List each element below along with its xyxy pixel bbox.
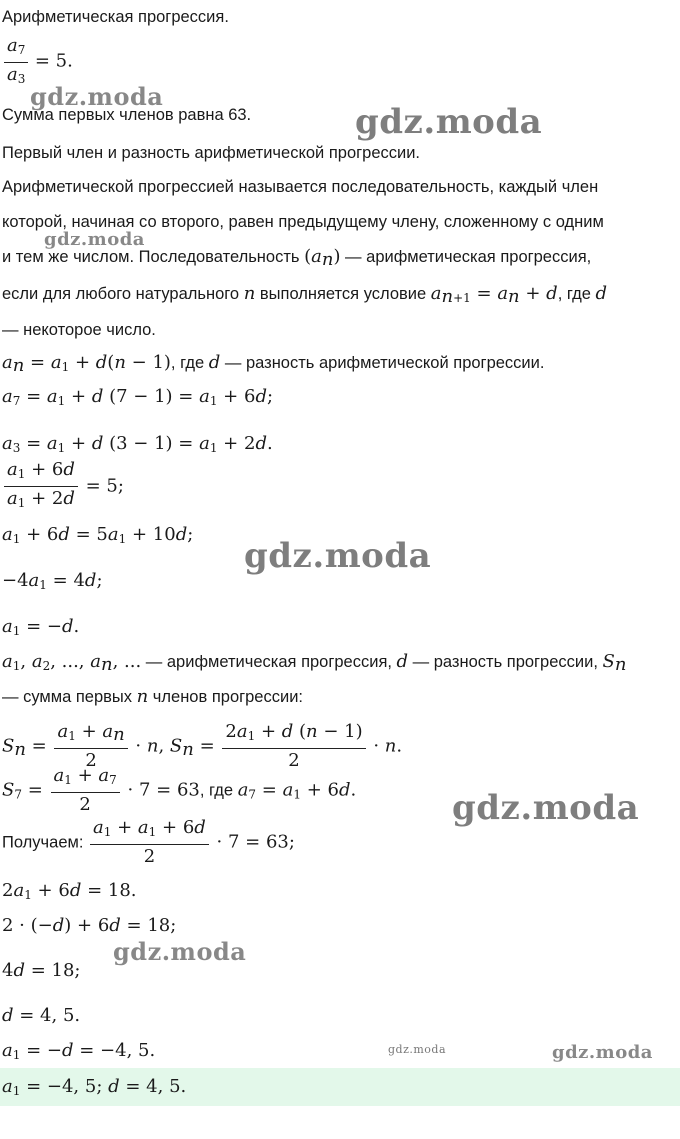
- watermark: gdz.moda: [452, 788, 640, 828]
- watermark: gdz.moda: [30, 82, 164, 111]
- ratio-substituted: $\frac{a_1 + 6d}{a_1 + 2d}$ = 5;: [2, 460, 680, 513]
- equation-step-6: 4d = 18;: [2, 960, 81, 981]
- watermark: gdz.moda: [244, 536, 432, 576]
- watermark: gdz.moda: [355, 102, 543, 142]
- ratio-result: = 5.: [34, 50, 73, 72]
- watermark: gdz.moda: [113, 937, 247, 966]
- s7-formula: $S_7$ = $\frac{a_1 + a_7}{2}$ · 7 = 63, где $a_7 = a_1 + 6d$.: [2, 765, 357, 815]
- a7-expression: $a_7 = a_1 + d$ $(7 - 1) = a_1 + 6d$;: [2, 386, 274, 408]
- answer-line: $a_1 = -4$, 5; d = 4, 5.: [2, 1076, 187, 1098]
- ratio-equation: $\frac{a_7}{a_3}$ = 5.: [2, 36, 680, 89]
- equation-step-3: $a_1 = -d$.: [2, 616, 80, 638]
- equation-step-2: $-4a_1 = 4d$;: [2, 570, 103, 592]
- watermark: gdz.moda: [44, 229, 145, 250]
- find-text: Первый член и разность арифметической прогрессии.: [2, 144, 421, 162]
- equation-step-8: $a_1 = -d = -4$, 5.: [2, 1040, 156, 1062]
- definition-line-5: — некоторое число.: [2, 321, 156, 339]
- obtain-equation: Получаем: $\frac{a_1 + a_1 + 6d}{2}$ · 7 = 63;: [2, 817, 295, 867]
- watermark: gdz.moda: [388, 1043, 447, 1056]
- a3-expression: $a_3 = a_1 + d$ $(3 - 1) = a_1 + 2d$.: [2, 433, 273, 455]
- equation-step-4: $2a_1 + 6d = 18$.: [2, 880, 137, 902]
- sum-formulas: $S_n$ = $\frac{a_1 + a_n}{2}$ · n, $S_n$ = $\frac{2a_1 + d (n - 1)}{2}$ · n.: [2, 721, 403, 771]
- given-title: Арифметическая прогрессия.: [2, 8, 229, 26]
- definition-line-4: если для любого натурального n выполняется условие $a_{n+1} = a_n + d$, где d: [2, 283, 608, 307]
- equation-step-5: 2 · (−d) + 6d = 18;: [2, 915, 177, 936]
- definition-line-2: которой, начиная со второго, равен предыдущему члену, сложенному с одним: [2, 213, 604, 231]
- watermark: gdz.moda: [552, 1042, 653, 1063]
- sum-given: Сумма первых членов равна 63.: [2, 106, 252, 124]
- sum-intro-line-1: $a_1$, $a_2$, ..., $a_n$, ... — арифметическая прогрессия, d — разность прогрессии, $S_n$: [2, 651, 627, 675]
- definition-line-3: и тем же числом. Последовательность $(a_n)$ — арифметическая прогрессия,: [2, 246, 592, 270]
- equation-step-1: $a_1 + 6d = 5a_1 + 10d$;: [2, 524, 194, 546]
- nth-term-formula: $a_n = a_1 + d(n - 1)$, где d — разность арифметической прогрессии.: [2, 352, 545, 376]
- sum-intro-line-2: — сумма первых n членов прогрессии:: [2, 686, 304, 707]
- equation-step-7: d = 4, 5.: [2, 1005, 81, 1026]
- definition-line-1: Арифметической прогрессией называется последовательность, каждый член: [2, 178, 599, 196]
